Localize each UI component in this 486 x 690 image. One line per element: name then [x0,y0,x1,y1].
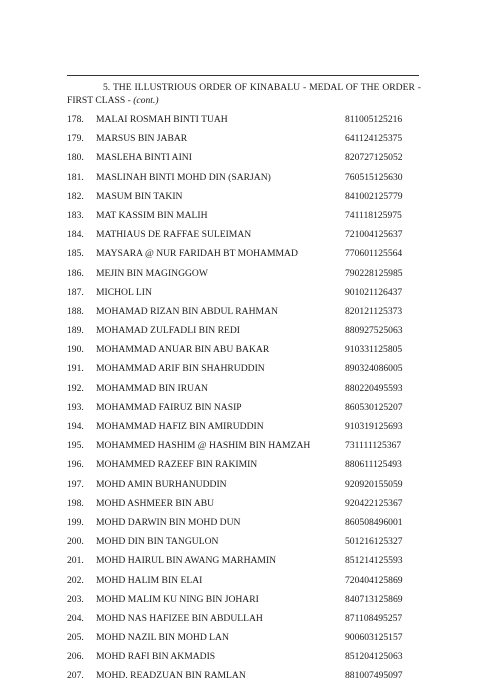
ic-number: 731111125367 [345,440,402,452]
item-number: 195. [67,440,84,452]
list-item [0,264,486,283]
ic-number: 910319125693 [345,421,403,432]
list-item [0,244,486,263]
ic-number: 900603125157 [345,632,403,644]
list-item [0,551,486,570]
list-item [0,475,486,494]
recipient-name: MASUM BIN TAKIN [96,190,183,202]
item-number: 188. [67,305,84,317]
ic-number: 811005125216 [345,114,403,125]
ic-number: 820121125373 [345,305,403,317]
item-number: 203. [67,593,84,605]
ic-number: 841002125779 [345,190,403,202]
item-number: 182. [67,190,84,202]
item-number: 201. [67,555,84,567]
recipient-name: MOHD DARWIN BIN MOHD DUN [96,516,241,528]
ic-number: 860530125207 [345,401,403,413]
ic-number: 790228125985 [345,267,403,279]
list-item [0,590,486,609]
list-item [0,148,486,167]
recipient-name: MALAI ROSMAH BINTI TUAH [96,114,228,125]
list-item [0,666,486,685]
list-item [0,398,486,417]
recipient-name: MOHD HAIRUL BIN AWANG MARHAMIN [96,555,277,567]
item-number: 190. [67,344,84,356]
list-item [0,359,486,378]
recipient-name: MOHD RAFI BIN AKMADIS [96,651,216,663]
recipient-name: MOHD NAZIL BIN MOHD LAN [96,632,229,644]
list-item [0,513,486,532]
item-number: 206. [67,651,84,663]
list-item [0,187,486,206]
ic-number: 760515125630 [345,171,403,183]
ic-number: 501216125327 [345,536,403,548]
recipient-name: MOHAMMED HASHIM @ HASHIM BIN HAMZAH [96,440,311,452]
ic-number: 890324086005 [345,363,403,375]
recipient-name: MOHD AMIN BURHANUDDIN [96,478,227,490]
ic-number: 920422125367 [345,497,403,509]
recipient-name: MOHAMAD RIZAN BIN ABDUL RAHMAN [96,305,278,317]
item-number: 200. [67,536,84,548]
list-item [0,455,486,474]
list-item [0,628,486,647]
recipient-name: MOHAMMAD ANUAR BIN ABU BAKAR [96,344,270,356]
list-item [0,494,486,513]
recipient-name: MEJIN BIN MAGINGGOW [96,267,208,279]
ic-number: 820727125052 [345,152,403,164]
item-number: 196. [67,459,84,471]
list-item [0,302,486,321]
ic-number: 721004125637 [345,229,403,241]
heading-cont: (cont.) [133,95,159,106]
recipient-name: MOHAMMED RAZEEF BIN RAKIMIN [96,459,258,471]
recipient-name: MOHAMMAD ARIF BIN SHAHRUDDIN [96,363,265,375]
recipient-name: MOHD DIN BIN TANGULON [96,536,219,548]
list-item [0,283,486,302]
item-number: 204. [67,612,84,624]
recipient-name: MAYSARA @ NUR FARIDAH BT MOHAMMAD [96,248,298,260]
ic-number: 880611125493 [345,459,402,471]
list-item [0,436,486,455]
recipient-name: MASLINAH BINTI MOHD DIN (SARJAN) [96,171,271,183]
heading-line-1: 5. THE ILLUSTRIOUS ORDER OF KINABALU - MEDAL OF THE ORDER - [103,82,421,93]
item-number: 185. [67,248,84,260]
recipient-name: MOHD ASHMEER BIN ABU [96,497,215,509]
ic-number: 881007495097 [345,670,403,682]
item-number: 181. [67,171,84,183]
list-item [0,609,486,628]
item-number: 187. [67,286,84,298]
ic-number: 851214125593 [345,555,403,567]
item-number: 193. [67,401,84,413]
heading-line-2: FIRST CLASS - [67,95,131,106]
recipient-list [0,110,486,686]
ic-number: 901021126437 [345,286,403,298]
item-number: 198. [67,497,84,509]
item-number: 199. [67,516,84,528]
list-item [0,379,486,398]
item-number: 202. [67,574,84,586]
item-number: 178. [67,114,84,125]
ic-number: 851204125063 [345,651,403,663]
recipient-name: MAT KASSIM BIN MALIH [96,209,208,221]
ic-number: 770601125564 [345,248,403,260]
recipient-name: MATHIAUS DE RAFFAE SULEIMAN [96,229,252,241]
item-number: 191. [67,363,84,375]
item-number: 183. [67,209,84,221]
list-item [0,532,486,551]
item-number: 179. [67,133,84,145]
ic-number: 720404125869 [345,574,403,586]
recipient-name: MOHD MALIM KU NING BIN JOHARI [96,593,259,605]
item-number: 194. [67,421,84,432]
ic-number: 840713125869 [345,593,403,605]
item-number: 184. [67,229,84,241]
recipient-name: MOHAMMAD BIN IRUAN [96,382,208,394]
recipient-name: MOHAMMAD HAFIZ BIN AMIRUDDIN [96,421,264,432]
list-item [0,168,486,187]
item-number: 207. [67,670,84,682]
item-number: 205. [67,632,84,644]
recipient-name: MOHD. READZUAN BIN RAMLAN [96,670,246,682]
ic-number: 920920155059 [345,478,403,490]
item-number: 180. [67,152,84,164]
item-number: 197. [67,478,84,490]
recipient-name: MOHD HALIM BIN ELAI [96,574,203,586]
ic-number: 741118125975 [345,209,402,221]
ic-number: 880220495593 [345,382,403,394]
list-item [0,110,486,129]
recipient-name: MOHD NAS HAFIZEE BIN ABDULLAH [96,612,263,624]
recipient-name: MARSUS BIN JABAR [96,133,188,145]
section-heading [67,81,421,107]
item-number: 186. [67,267,84,279]
ic-number: 880927525063 [345,325,403,337]
list-item [0,129,486,148]
ic-number: 641124125375 [345,133,403,145]
recipient-name: MICHOL LIN [96,286,152,298]
list-item [0,417,486,436]
list-item [0,647,486,666]
list-item [0,206,486,225]
ic-number: 860508496001 [345,516,403,528]
item-number: 192. [67,382,84,394]
recipient-name: MASLEHA BINTI AINI [96,152,192,164]
top-rule [67,75,419,76]
list-item [0,225,486,244]
list-item [0,340,486,359]
list-item [0,321,486,340]
item-number: 189. [67,325,84,337]
recipient-name: MOHAMMAD FAIRUZ BIN NASIP [96,401,242,413]
recipient-name: MOHAMAD ZULFADLI BIN REDI [96,325,240,337]
ic-number: 910331125805 [345,344,403,356]
list-item [0,571,486,590]
ic-number: 871108495257 [345,612,403,624]
